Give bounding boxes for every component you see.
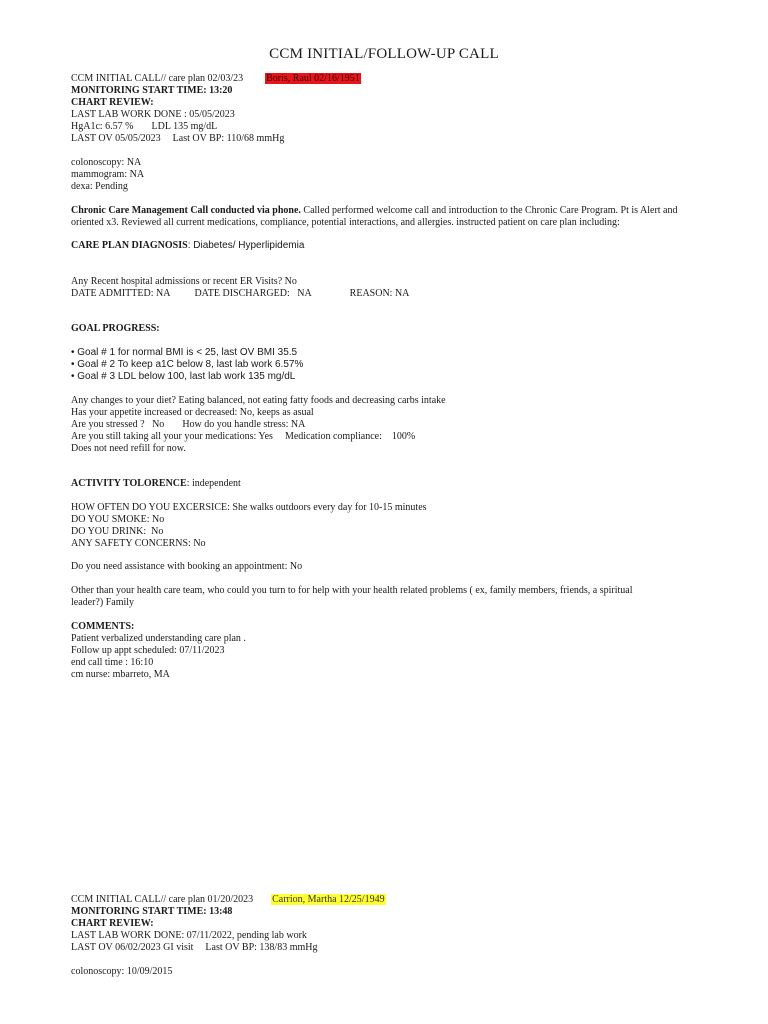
ldl-value: LDL 135 mg/dL [151,121,218,132]
ccm-call-text: Called performed welcome call and introduction to the Chronic Care Program. Pt is Alert and oriented x3. Reviewed all current medications, compliance, potential interactions, and allergies. instructed patient on care plan including: [71,205,678,228]
ccm-call-bold: Chronic Care Management Call conducted via phone. [71,205,301,216]
stress-handle-question: How do you handle stress: NA [182,419,306,430]
habits [71,502,701,550]
admissions [71,276,701,300]
admissions-question: Any Recent hospital admissions or recent ER Visits? No [71,276,297,287]
record-2-screenings [71,966,701,978]
patient-name-highlight: Boris, Raul 02/16/1951 [266,73,360,84]
refill-note: Does not need refill for now. [71,443,186,454]
medications-question: Are you still taking all your your medications: Yes [71,431,273,442]
colonoscopy: colonoscopy: NA [71,157,142,168]
chart-review-heading: CHART REVIEW: [71,97,154,108]
activity-label: ACTIVITY TOLORENCE [71,478,187,489]
screenings [71,157,701,193]
safety-question: ANY SAFETY CONCERNS: No [71,538,206,549]
comments-heading: COMMENTS: [71,621,135,632]
care-plan-diagnosis [71,240,701,252]
monitoring-start-time: MONITORING START TIME: 13:20 [71,85,233,96]
goal-progress-heading: GOAL PROGRESS: [71,323,160,334]
comment-line: end call time : 16:10 [71,657,154,668]
goal-1: • Goal # 1 for normal BMI is < 25, last OV BMI 35.5 [71,347,298,358]
last-ov-bp: Last OV BP: 138/83 mmHg [205,942,318,953]
medication-compliance: Medication compliance: 100% [284,431,416,442]
last-ov-date: LAST OV 06/02/2023 GI visit [71,942,194,953]
appetite-question: Has your appetite increased or decreased: No, keeps as asual [71,407,314,418]
dexa: dexa: Pending [71,181,128,192]
last-lab-work: LAST LAB WORK DONE : 05/05/2023 [71,109,235,120]
goals-list [71,347,701,383]
lifestyle-questions [71,395,701,455]
ccm-call-paragraph [71,205,695,229]
colonoscopy: colonoscopy: 10/09/2015 [71,966,173,977]
goal-3: • Goal # 3 LDL below 100, last lab work 135 mg/dL [71,371,296,382]
call-line: CCM INITIAL CALL// care plan 01/20/2023 [71,894,254,905]
hga1c-value: HgA1c: 6.57 % [71,121,134,132]
appointment-assistance: Do you need assistance with booking an appointment: No [71,561,303,572]
support-question: Other than your health care team, who could you turn to for help with your health related problems ( ex, family members, friends, a spiritual leader?) Family [71,585,633,608]
activity-value: : independent [186,478,241,489]
exercise-question: HOW OFTEN DO YOU EXCERSICE: She walks outdoors every day for 10-15 minutes [71,502,427,513]
chart-review-heading: CHART REVIEW: [71,918,154,929]
diagnosis-label: CARE PLAN DIAGNOSIS [71,240,188,251]
smoke-question: DO YOU SMOKE: No [71,514,165,525]
date-admitted: DATE ADMITTED: NA [71,288,171,299]
last-lab-work: LAST LAB WORK DONE: 07/11/2022, pending lab work [71,930,307,941]
comments-section [71,621,701,681]
stressed-question: Are you stressed ? No [71,419,165,430]
reason: REASON: NA [349,288,410,299]
comment-line: cm nurse: mbarreto, MA [71,669,170,680]
diagnosis-value: : Diabetes/ Hyperlipidemia [187,240,305,251]
record-2-header [71,894,701,954]
monitoring-start-time: MONITORING START TIME: 13:48 [71,906,233,917]
comment-line: Patient verbalized understanding care plan . [71,633,246,644]
comment-line: Follow up appt scheduled: 07/11/2023 [71,645,225,656]
activity-tolerance [71,478,701,490]
record-1-header [71,73,701,145]
mammogram: mammogram: NA [71,169,145,180]
document-title: CCM INITIAL/FOLLOW-UP CALL [269,46,499,62]
date-discharged: DATE DISCHARGED: NA [194,288,312,299]
patient-name-highlight: Carrion, Martha 12/25/1949 [272,894,385,905]
goal-2: • Goal # 2 To keep a1C below 8, last lab work 6.57% [71,359,304,370]
last-ov-date: LAST OV 05/05/2023 [71,133,161,144]
last-ov-bp: Last OV BP: 110/68 mmHg [172,133,285,144]
drink-question: DO YOU DRINK: No [71,526,164,537]
call-line: CCM INITIAL CALL// care plan 02/03/23 [71,73,244,84]
diet-question: Any changes to your diet? Eating balanced, not eating fatty foods and decreasing carbs intake [71,395,446,406]
